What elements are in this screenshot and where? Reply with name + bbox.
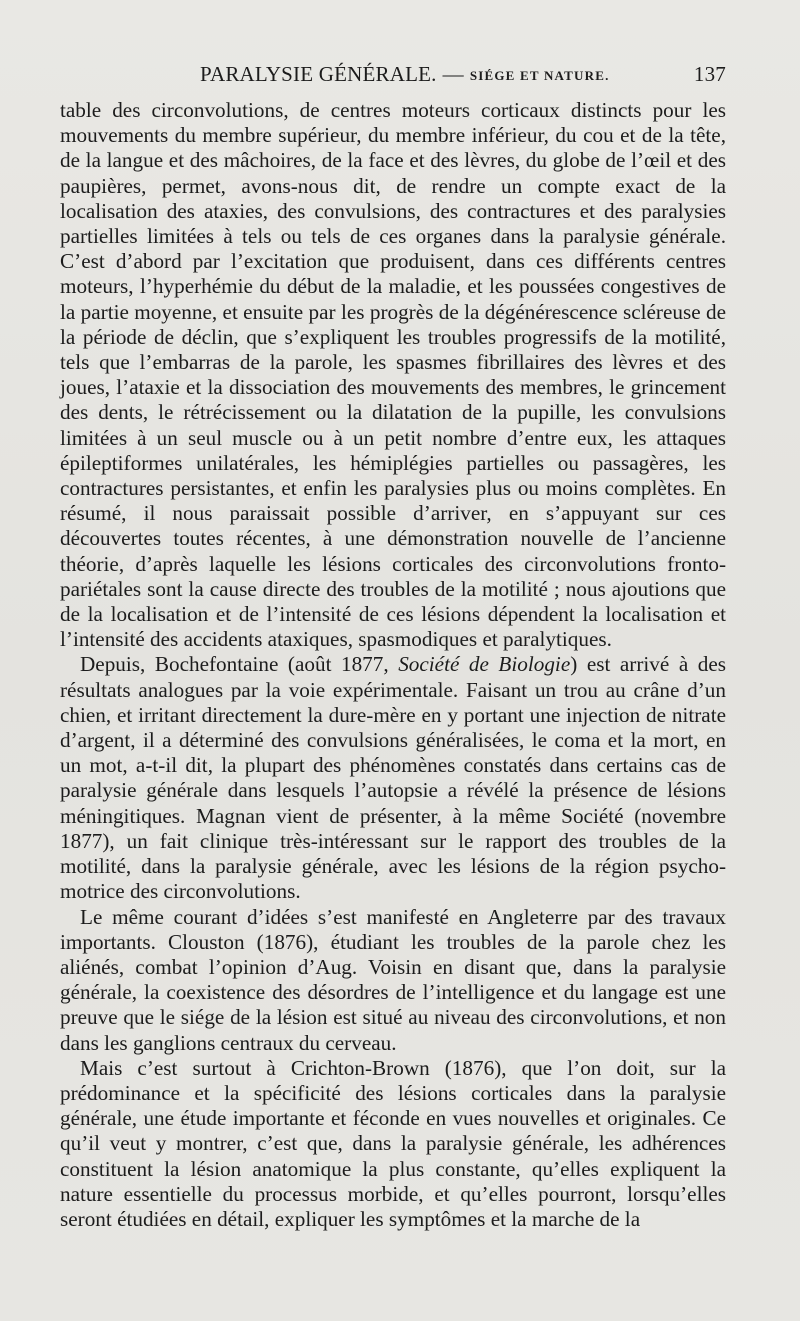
page-number: 137 [693,62,726,86]
paragraph-3 [60,905,726,1056]
journal-title: Société de Biologie [398,652,571,677]
text-segment: table des circonvolutions, de centres moteurs corticaux distincts pour les mouvements du membre supérieur, du membre inférieur, du cou et de la tête, de la langue et des mâchoires, de la face et des lèvres, du globe de l’œil et des paupières, permet, avons-nous dit, de rendre un compte exact de la localisation des ataxies, des convulsions, des contractures et des paralysies partielles limitées à tels ou tels de ces organes dans la paralysie générale. C’est d’abord par l’excitation que produisent, dans ces différents centres moteurs, l’hyperhémie du début de la maladie, et les poussées congestives de la partie moyenne, et ensuite par les progrès de la dégénérescence scléreuse de la période de déclin, que s’expliquent les troubles progressifs de la motilité, tels que l’embarras de la parole, les spasmes fibrillaires des lèvres et des joues, l’ataxie et la dissociation des mouvements des membres, le grincement des dents, le rétrécissement ou la dilatation de la pupille, les convulsions limitées à un seul muscle ou à un petit nombre d’entre eux, les attaques épileptiformes unilatérales, les hémiplégies partielles ou passagères, les contractures persistantes, et enfin les paralysies plus ou moins complètes. En résumé, il nous paraissait possible d’arriver, en s’appuyant sur ces découvertes toutes récentes, à une démonstration nouvelle de l’ancienne théorie, d’après laquelle les lésions corticales des circonvolutions fronto-pariétales sont la cause directe des troubles de la motilité ; nous ajoutions que de la localisation et de l’intensité de ces lésions dépendent la localisation et l’intensité des accidents ataxiques, spasmodiques et paralytiques. [60,98,726,652]
running-head-main: PARALYSIE GÉNÉRALE. [200,62,437,86]
running-head-subtitle: SIÉGE ET NATURE. [469,68,610,83]
text-segment: Depuis, Bochefontaine (août 1877, [80,652,399,677]
paragraph-2 [60,652,726,904]
body-text [60,98,726,1232]
text-segment: ) est arrivé à des résultats analogues par la voie expérimentale. Faisant un trou au crâne d’un chien, et irritant directement la dure-mère en y portant une injection de nitrate d’argent, il a déterminé des convulsions généralisées, le coma et la mort, en un mot, a-t-il dit, la plupart des phénomènes constatés dans certains cas de paralysie générale dans lesquels l’autopsie a révélé la présence de lésions méningitiques. Magnan vient de présenter, à la même Société (novembre 1877), un fait clinique très-intéressant sur le rapport des troubles de la motilité, dans la paralysie générale, avec les lésions de la région psycho-motrice des circonvolutions. [60,652,726,904]
running-head-title [200,58,610,92]
running-head [60,58,726,90]
running-head-dash: — [442,62,464,86]
paragraph-4 [60,1056,726,1232]
text-segment: Mais c’est surtout à Crichton-Brown (1876), que l’on doit, sur la prédominance et la spécificité des lésions corticales dans la paralysie générale, une étude importante et féconde en vues nouvelles et originales. Ce qu’il veut y montrer, c’est que, dans la paralysie générale, les adhérences constituent la lésion anatomique la plus constante, qu’elles expliquent la nature essentielle du processus morbide, et qu’elles pourront, lorsqu’elles seront étudiées en détail, expliquer les symptômes et la marche de la [60,1055,726,1231]
paragraph-1 [60,98,726,652]
text-segment: Le même courant d’idées s’est manifesté en Angleterre par des travaux importants. Clouston (1876), étudiant les troubles de la parole chez les aliénés, combat l’opinion d’Aug. Voisin en disant que, dans la paralysie générale, la coexistence des désordres de l’intelligence et du langage est une preuve que le siége de la lésion est situé au niveau des circonvolutions, et non dans les ganglions centraux du cerveau. [60,904,726,1055]
